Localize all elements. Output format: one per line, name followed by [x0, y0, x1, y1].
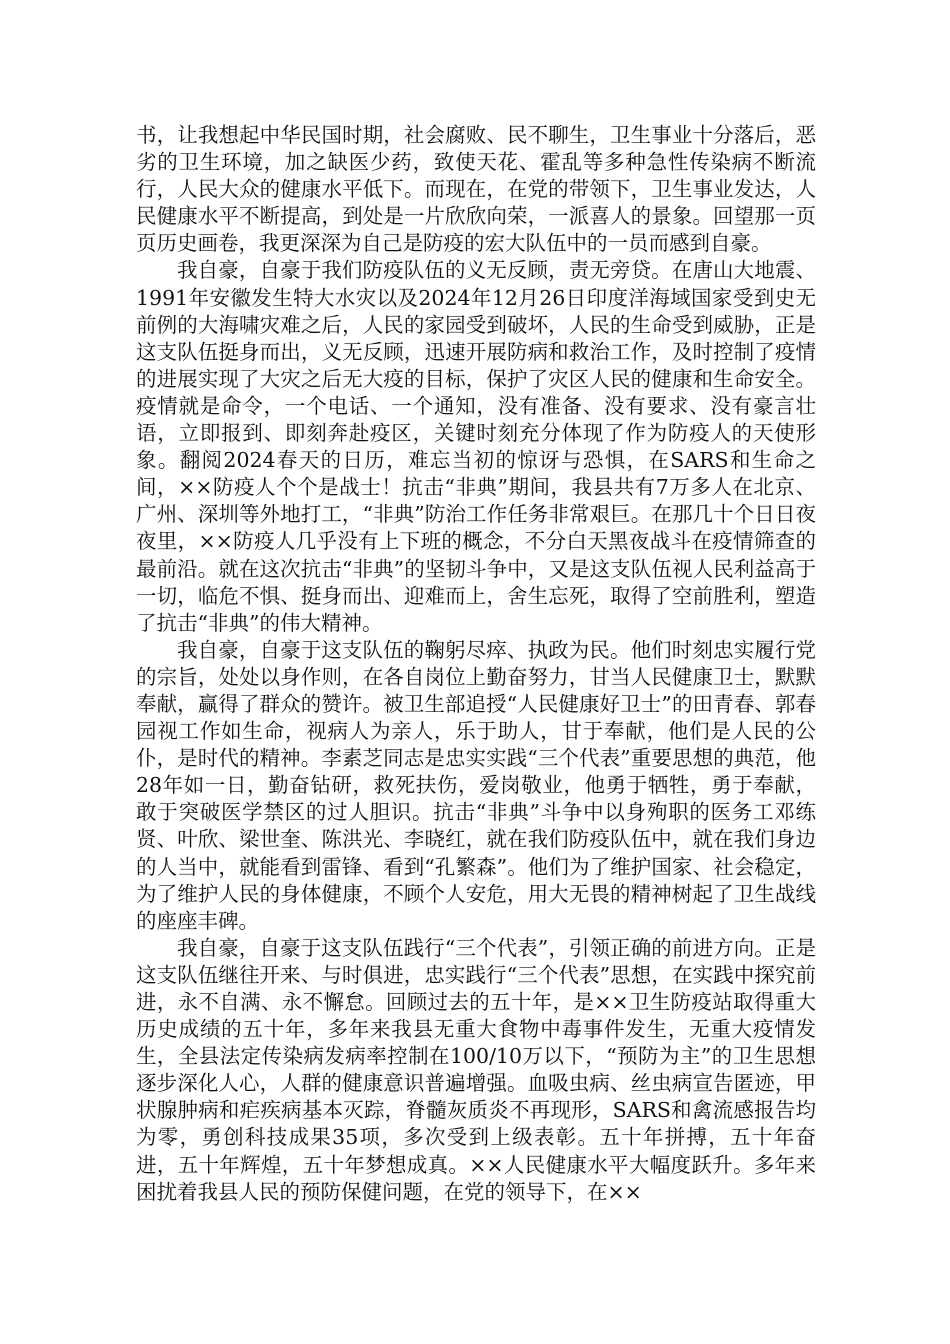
paragraph-1: 书，让我想起中华民国时期，社会腐败、民不聊生，卫生事业十分落后，恶劣的卫生环境，加之缺医少药，致使天花、霍乱等多种急性传染病不断流行，人民大众的健康水平低下。而现在，在党的带领下，卫生事业发达，人民健康水平不断提高，到处是一片欣欣向荣，一派喜人的景象。回望那一页页历史画卷，我更深深为自己是防疫的宏大队伍中的一员而感到自豪。	[136, 123, 816, 256]
body-text	[136, 122, 816, 1206]
paragraph-2: 我自豪，自豪于我们防疫队伍的义无反顾，责无旁贷。在唐山大地震、1991年安徽发生特大水灾以及2024年12月26日印度洋海域国家受到史无前例的大海啸灾难之后，人民的家园受到破坏，人民的生命受到威胁，正是这支队伍挺身而出，义无反顾，迅速开展防病和救治工作，及时控制了疫情的进展实现了大灾之后无大疫的目标，保护了灾区人民的健康和生命安全。疫情就是命令，一个电话、一个通知，没有准备、没有要求、没有豪言壮语，立即报到、即刻奔赴疫区，关键时刻充分体现了作为防疫人的天使形象。翻阅2024春天的日历，难忘当初的惊讶与恐惧，在SARS和生命之间，××防疫人个个是战士！抗击“非典”期间，我县共有7万多人在北京、广州、深圳等外地打工，“非典”防治工作任务非常艰巨。在那几十个日日夜夜里，××防疫人几乎没有上下班的概念，不分白天黑夜战斗在疫情筛查的最前沿。就在这次抗击“非典”的坚韧斗争中，又是这支队伍视人民利益高于一切，临危不惧、挺身而出、迎难而上，舍生忘死，取得了空前胜利，塑造了抗击“非典”的伟大精神。	[136, 258, 816, 635]
paragraph-3: 我自豪，自豪于这支队伍的鞠躬尽瘁、执政为民。他们时刻忠实履行党的宗旨，处处以身作则，在各自岗位上勤奋努力，甘当人民健康卫士，默默奉献，赢得了群众的赞许。被卫生部追授“人民健康好卫士”的田青春、郭春园视工作如生命，视病人为亲人，乐于助人，甘于奉献，他们是人民的公仆，是时代的精神。李素芝同志是忠实实践“三个代表”重要思想的典范，他28年如一日，勤奋钻研，救死扶伤，爱岗敬业，他勇于牺牲，勇于奉献，敢于突破医学禁区的过人胆识。抗击“非典”斗争中以身殉职的医务工邓练贤、叶欣、梁世奎、陈洪光、李晓红，就在我们防疫队伍中，就在我们身边的人当中，就能看到雷锋、看到“孔繁森”。他们为了维护国家、社会稳定，为了维护人民的身体健康，不顾个人安危，用大无畏的精神树起了卫生战线的座座丰碑。	[136, 637, 816, 933]
paragraph-4: 我自豪，自豪于这支队伍践行“三个代表”，引领正确的前进方向。正是这支队伍继往开来、与时俱进，忠实践行“三个代表”思想，在实践中探究前进，永不自满、永不懈怠。回顾过去的五十年，是××卫生防疫站取得重大历史成绩的五十年，多年来我县无重大食物中毒事件发生，无重大疫情发生，全县法定传染病发病率控制在100/10万以下，“预防为主”的卫生思想逐步深化人心，人群的健康意识普遍增强。血吸虫病、丝虫病宣告匿迹，甲状腺肿病和疟疾病基本灭踪，脊髓灰质炎不再现形，SARS和禽流感报告均为零，勇创科技成果35项，多次受到上级表彰。五十年拼搏，五十年奋进，五十年辉煌，五十年梦想成真。××人民健康水平大幅度跃升。多年来困扰着我县人民的预防保健问题，在党的领导下，在××	[136, 935, 816, 1204]
